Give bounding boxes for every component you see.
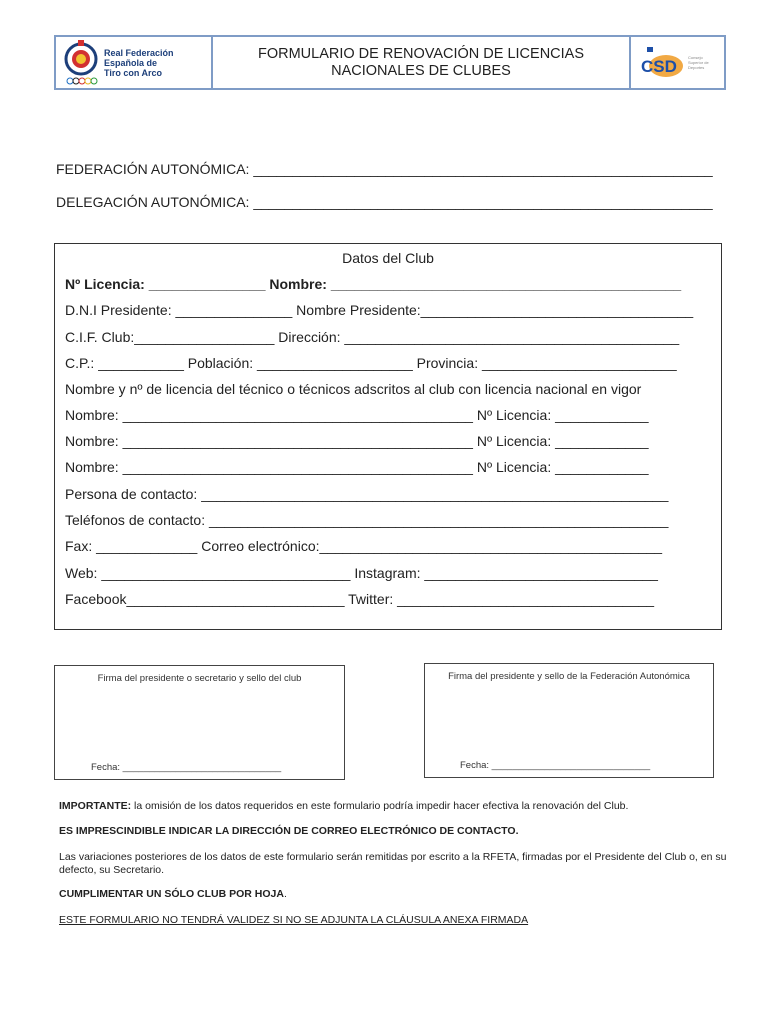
form-title: FORMULARIO DE RENOVACIÓN DE LICENCIAS NACIONALES DE CLUBES bbox=[257, 45, 585, 79]
rfeta-logo bbox=[56, 37, 213, 88]
cp-poblacion-field[interactable]: C.P.: ___________ Población: ____________________ Provincia: _________________________ bbox=[65, 355, 677, 371]
validez-note: ESTE FORMULARIO NO TENDRÁ VALIDEZ SI NO SE ADJUNTA LA CLÁUSULA ANEXA FIRMADA bbox=[59, 914, 529, 926]
tecnico-row-2[interactable]: Nombre: _____________________________________________ Nº Licencia: ____________ bbox=[65, 433, 649, 449]
club-signature-title: Firma del presidente o secretario y sello del club bbox=[97, 673, 302, 684]
cif-direccion-field[interactable]: C.I.F. Club:__________________ Dirección: ___________________________________________ bbox=[65, 329, 680, 345]
tecnico-row-1[interactable]: Nombre: _____________________________________________ Nº Licencia: ____________ bbox=[65, 407, 649, 423]
csd-name: Consejo Superior de Deportes bbox=[688, 55, 709, 70]
form-header bbox=[54, 35, 726, 90]
federacion-signature-box[interactable] bbox=[424, 663, 714, 778]
variaciones-note: Las variaciones posteriores de los datos de este formulario serán remitidas por escrito a la RFETA, firmadas por el Presidente del Club o, en su defecto, su Secretario. bbox=[59, 851, 727, 876]
rfeta-crest-icon bbox=[62, 40, 100, 86]
svg-text:CSD: CSD bbox=[641, 56, 677, 76]
telefonos-field[interactable]: Teléfonos de contacto: ___________________________________________________________ bbox=[65, 512, 669, 528]
fax-correo-field[interactable]: Fax: _____________ Correo electrónico:____________________________________________ bbox=[65, 538, 663, 554]
facebook-twitter-field[interactable]: Facebook____________________________ Twitter: _________________________________ bbox=[65, 591, 655, 607]
club-signature-date[interactable]: Fecha: ______________________________ bbox=[91, 762, 282, 773]
delegacion-field[interactable]: DELEGACIÓN AUTONÓMICA: ___________________________________________________________ bbox=[56, 194, 713, 210]
tecnico-row-3[interactable]: Nombre: _____________________________________________ Nº Licencia: ____________ bbox=[65, 459, 649, 475]
persona-contacto-field[interactable]: Persona de contacto: ____________________________________________________________ bbox=[65, 486, 669, 502]
club-data-box bbox=[54, 243, 722, 630]
tecnicos-intro: Nombre y nº de licencia del técnico o técnicos adscritos al club con licencia nacional en vigor bbox=[65, 381, 642, 397]
federacion-signature-title: Firma del presidente y sello de la Federación Autonómica bbox=[448, 671, 690, 682]
club-box-title: Datos del Club bbox=[342, 250, 434, 266]
club-signature-box[interactable] bbox=[54, 665, 345, 780]
imprescindible-note: ES IMPRESCINDIBLE INDICAR LA DIRECCIÓN DE CORREO ELECTRÓNICO DE CONTACTO. bbox=[59, 825, 519, 837]
rfeta-name: Real Federación Española de Tiro con Arco bbox=[104, 47, 174, 78]
federacion-signature-date[interactable]: Fecha: ______________________________ bbox=[460, 760, 651, 771]
licencia-nombre-field[interactable]: Nº Licencia: _______________ Nombre: _____________________________________________ bbox=[65, 276, 682, 292]
csd-logo bbox=[629, 37, 724, 88]
web-instagram-field[interactable]: Web: ________________________________ Instagram: ______________________________ bbox=[65, 565, 658, 581]
cumplimentar-note: CUMPLIMENTAR UN SÓLO CLUB POR HOJA. bbox=[59, 888, 287, 900]
dni-presidente-field[interactable]: D.N.I Presidente: _______________ Nombre Presidente:___________________________________ bbox=[65, 302, 694, 318]
federacion-field[interactable]: FEDERACIÓN AUTONÓMICA: ___________________________________________________________ bbox=[56, 161, 713, 177]
csd-logo-icon bbox=[639, 44, 685, 82]
importante-note: IMPORTANTE: la omisión de los datos requeridos en este formulario podría impedir hacer efectiva la renovación del Club. bbox=[59, 800, 629, 812]
